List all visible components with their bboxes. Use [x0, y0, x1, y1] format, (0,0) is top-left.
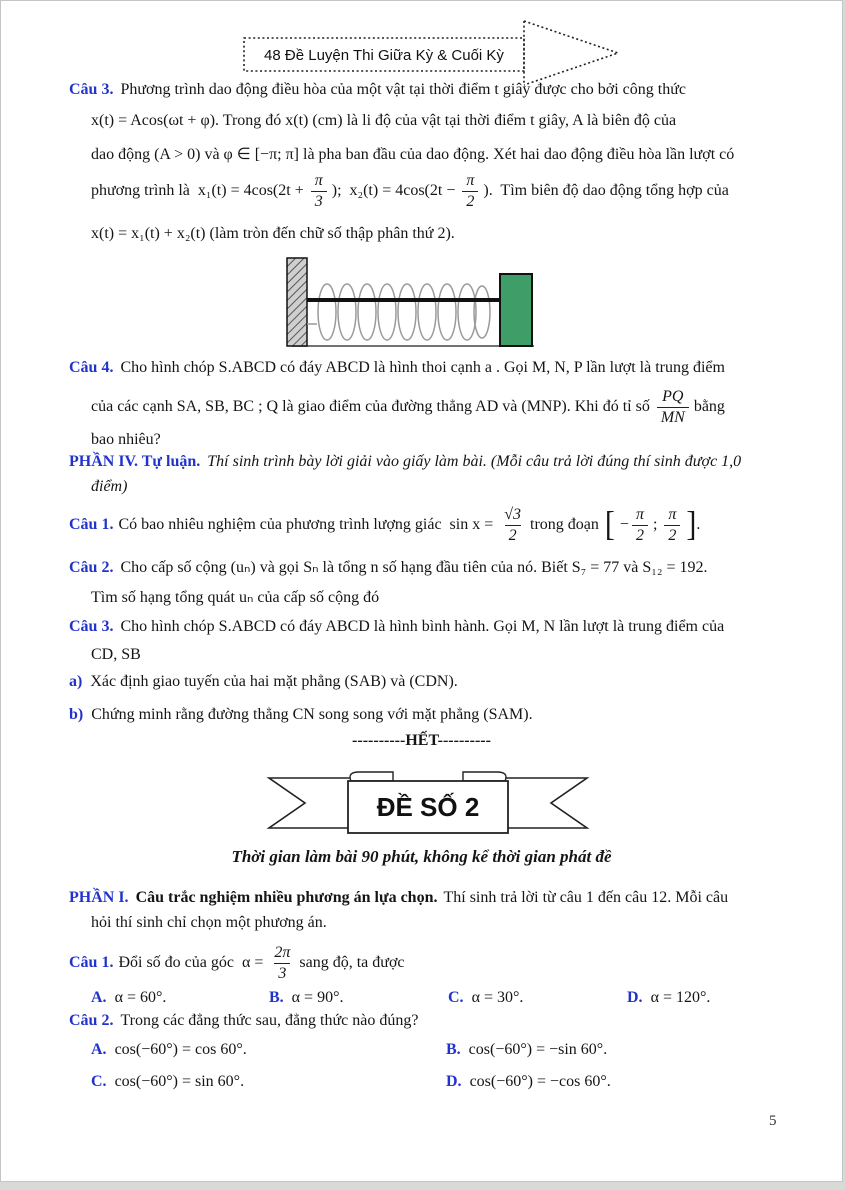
part1-header-line2: hỏi thí sinh chỉ chọn một phương án.: [91, 914, 327, 931]
fraction-pi-3: $\frac{\pi}{3}$: [311, 173, 327, 210]
q3-line1: Câu 3. Phương trình dao động điều hòa của một vật tại thời điểm t giây được cho bởi công thức: [69, 81, 686, 98]
p1q2-label: Câu 2.: [69, 1012, 114, 1029]
part4-header: PHẦN IV. Tự luận. Thí sinh trình bày lời giải vào giấy làm bài. (Mỗi câu trả lời đúng thí sinh được 1,0: [69, 453, 742, 470]
page-number: 5: [769, 1113, 777, 1129]
fraction-2pi-3: $\frac{2\pi}{3}$: [274, 943, 291, 982]
q4-line3: bao nhiêu?: [91, 431, 161, 448]
answer-d: D. α = 120°.: [627, 989, 711, 1006]
p1q2-line: Câu 2. Trong các đẳng thức sau, đẳng thức nào đúng?: [69, 1012, 419, 1029]
fraction-pi-2b: $\frac{\pi}{2}$: [664, 507, 680, 544]
fraction-neg-pi-2: $\frac{\pi}{2}$: [632, 507, 648, 544]
p4q3-label: Câu 3.: [69, 618, 114, 635]
q3-line4: phương trình là x₁(t) = 4cos(2t + $\frac{\pi}{3}$ ); x₂(t) = 4cos(2t − $\frac{\pi}{2}$ ). Tìm biên độ dao động tổng hợp của: [91, 171, 729, 210]
fraction-pi-2: $\frac{\pi}{2}$: [462, 173, 478, 210]
answer-c: C. α = 30°.: [448, 989, 524, 1006]
ribbon-tail-right: [503, 778, 587, 828]
fraction-pq-mn: $\frac{PQ}{MN}$: [657, 389, 689, 426]
answer-c: C. cos(−60°) = sin 60°.: [91, 1073, 245, 1090]
p1q1-line: Câu 1. Đổi số đo của góc α = $\frac{2\pi}{3}$ sang độ, ta được: [69, 943, 405, 982]
p4q3-part-a: a) Xác định giao tuyến của hai mặt phẳng (SAB) và (CDN).: [69, 673, 458, 690]
p4q2-label: Câu 2.: [69, 559, 114, 576]
answer-a: A. cos(−60°) = cos 60°.: [91, 1041, 247, 1058]
q4-label: Câu 4.: [69, 359, 114, 376]
p4q1-line: Câu 1. Có bao nhiêu nghiệm của phương trình lượng giác sin x = $\frac{√3}{2}$ trong đoạn [ − $\frac{\pi}{2}$ ; $\frac{\pi}{2}$ ] .: [69, 505, 701, 544]
part4-label: PHẦN IV. Tự luận.: [69, 453, 201, 470]
time-note: Thời gian làm bài 90 phút, không kể thời gian phát đề: [231, 847, 612, 866]
answer-d: D. cos(−60°) = −cos 60°.: [446, 1073, 611, 1090]
part-a-label: a): [69, 673, 83, 690]
part-b-label: b): [69, 706, 84, 723]
p1q1-label: Câu 1.: [69, 954, 114, 971]
q3-line2: x(t) = Acos(ωt + φ). Trong đó x(t) (cm) là li độ của vật tại thời điểm t giây, A là biên độ của: [91, 112, 677, 129]
part1-label: PHẦN I.: [69, 889, 129, 906]
q3-label: Câu 3.: [69, 81, 114, 98]
ribbon-curl-right: [463, 772, 506, 781]
q3-line5: x(t) = x₁(t) + x₂(t) (làm tròn đến chữ số thập phân thứ 2).: [91, 225, 455, 242]
ribbon-curl-left: [350, 772, 393, 781]
p4q2-line2: Tìm số hạng tổng quát uₙ của cấp số cộng đó: [91, 589, 380, 606]
p4q3-part-b: b) Chứng minh rằng đường thẳng CN song song với mặt phẳng (SAM).: [69, 706, 533, 723]
part4-header-line2: điểm): [91, 478, 128, 495]
answer-a: A. α = 60°.: [91, 989, 167, 1006]
p4q2-line1: Câu 2. Cho cấp số cộng (uₙ) và gọi Sₙ là tổng n số hạng đầu tiên của nó. Biết S₇ = 77 và S₁₂ = 192.: [69, 559, 708, 576]
het-divider: ----------HẾT----------: [352, 732, 491, 749]
fraction-sqrt3-2: $\frac{√3}{2}$: [504, 505, 522, 544]
spring-coil: [318, 284, 490, 340]
ribbon-title: ĐỀ SỐ 2: [376, 792, 480, 822]
p4q3-line1: Câu 3. Cho hình chóp S.ABCD có đáy ABCD là hình bình hành. Gọi M, N lần lượt là trung điểm của: [69, 618, 725, 635]
part1-header: PHẦN I. Câu trắc nghiệm nhiều phương án lựa chọn. Thí sinh trả lời từ câu 1 đến câu 12. Mỗi câu: [69, 889, 729, 906]
q4-line2: của các cạnh SA, SB, BC ; Q là giao điểm của đường thẳng AD và (MNP). Khi đó tỉ số $\frac{PQ}{MN}$ bằng: [91, 387, 725, 426]
wall: [287, 258, 307, 346]
p4q1-label: Câu 1.: [69, 516, 114, 533]
answer-b: B. α = 90°.: [269, 989, 344, 1006]
p4q3-line2: CD, SB: [91, 646, 141, 663]
q3-line3: dao động (A > 0) và φ ∈ [−π; π] là pha ban đầu của dao động. Xét hai dao động điều hòa lần lượt có: [91, 146, 735, 163]
header-banner-text: 48 Đề Luyện Thi Giữa Kỳ & Cuối Kỳ: [264, 47, 504, 64]
mass-block: [500, 274, 532, 346]
ribbon-tail-left: [269, 778, 353, 828]
answer-b: B. cos(−60°) = −sin 60°.: [446, 1041, 608, 1058]
q4-line1: Câu 4. Cho hình chóp S.ABCD có đáy ABCD là hình thoi cạnh a . Gọi M, N, P lần lượt là trung điểm: [69, 359, 725, 376]
de-so-2-ribbon: [263, 769, 593, 839]
spring-mass-figure: [282, 254, 537, 350]
header-arrow-banner: [239, 13, 631, 91]
